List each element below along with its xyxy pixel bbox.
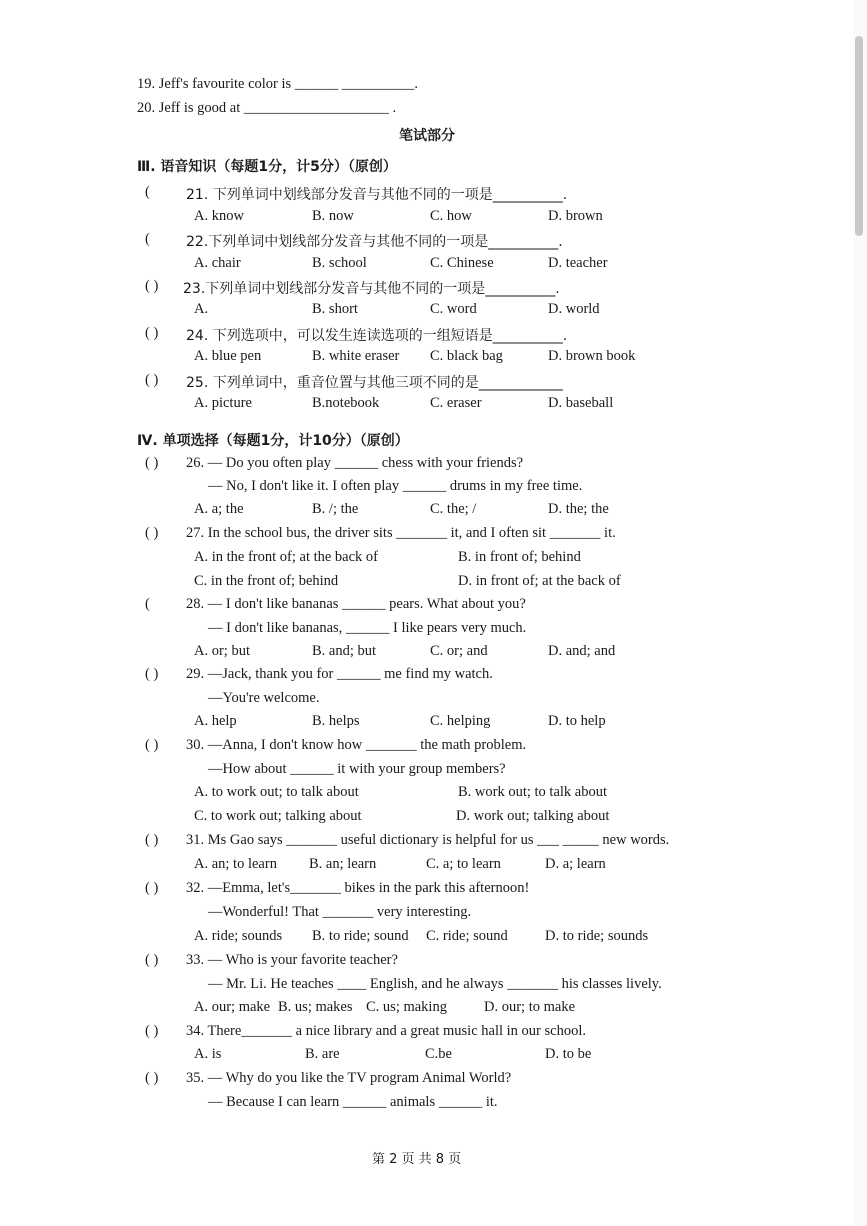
- option-b: B. helps: [312, 713, 360, 729]
- option-d: D. world: [548, 301, 600, 317]
- option-d: D. to help: [548, 713, 606, 729]
- question-line: — Mr. Li. He teaches ____ English, and he always _______ his classes lively.: [208, 976, 662, 992]
- option-d: D. the; the: [548, 501, 609, 517]
- question-stem: 24. 下列选项中，可以发生连读选项的一组短语是__________.: [186, 328, 568, 344]
- question-line: 35. — Why do you like the TV program Animal World?: [186, 1070, 512, 1086]
- question-line: —Wonderful! That _______ very interesting.: [208, 904, 472, 920]
- answer-paren: ( ): [145, 832, 159, 848]
- section-4-title: Ⅳ. 单项选择（每题1分，计10分）（原创）: [137, 433, 409, 449]
- option-c: C. eraser: [430, 395, 482, 411]
- option-d: D. work out; talking about: [456, 808, 610, 824]
- option-c: C. helping: [430, 713, 491, 729]
- answer-paren: (: [145, 596, 150, 612]
- option-a: A. to work out; to talk about: [194, 784, 359, 800]
- option-d: D. brown book: [548, 348, 636, 364]
- answer-paren: ( ): [145, 525, 159, 541]
- scrollbar-thumb[interactable]: [855, 36, 863, 236]
- option-c: C. how: [430, 208, 472, 224]
- question-stem: 22.下列单词中划线部分发音与其他不同的一项是__________.: [186, 234, 563, 250]
- option-a: A. or; but: [194, 643, 250, 659]
- answer-paren: ( ): [145, 952, 159, 968]
- option-c: C. a; to learn: [426, 856, 501, 872]
- question-line: — I don't like bananas, ______ I like pears very much.: [208, 620, 527, 636]
- option-a: A. a; the: [194, 501, 244, 517]
- vertical-scrollbar[interactable]: [853, 0, 867, 1226]
- option-a: A. an; to learn: [194, 856, 277, 872]
- question-stem: 21. 下列单词中划线部分发音与其他不同的一项是__________.: [186, 187, 568, 203]
- question-line: 27. In the school bus, the driver sits _______ it, and I often sit _______ it.: [186, 525, 616, 541]
- option-d: D. to be: [545, 1046, 592, 1062]
- question-line: 32. —Emma, let's_______ bikes in the park this afternoon!: [186, 880, 530, 896]
- question-stem: 23.下列单词中划线部分发音与其他不同的一项是__________.: [183, 281, 560, 297]
- option-c: C. ride; sound: [426, 928, 508, 944]
- answer-paren: (: [145, 184, 150, 200]
- question-line: 30. —Anna, I don't know how _______ the math problem.: [186, 737, 527, 753]
- option-b: B. us; makes: [278, 999, 353, 1015]
- answer-paren: ( ): [145, 1023, 159, 1039]
- question-line: —You're welcome.: [208, 690, 320, 706]
- option-a: A. is: [194, 1046, 222, 1062]
- answer-paren: ( ): [145, 372, 159, 388]
- option-a: A. ride; sounds: [194, 928, 283, 944]
- written-section-heading: 笔试部分: [399, 128, 455, 144]
- option-c: C. word: [430, 301, 477, 317]
- option-c: C. to work out; talking about: [194, 808, 362, 824]
- question-line: —How about ______ it with your group members?: [208, 761, 506, 777]
- answer-paren: ( ): [145, 278, 159, 294]
- question-line: 29. —Jack, thank you for ______ me find my watch.: [186, 666, 493, 682]
- option-c: C. black bag: [430, 348, 503, 364]
- question-line: — No, I don't like it. I often play ______ drums in my free time.: [208, 478, 583, 494]
- answer-paren: ( ): [145, 1070, 159, 1086]
- option-a: A. know: [194, 208, 244, 224]
- answer-paren: ( ): [145, 455, 159, 471]
- option-a: A. blue pen: [194, 348, 262, 364]
- option-b: B. short: [312, 301, 358, 317]
- answer-paren: ( ): [145, 880, 159, 896]
- option-a: A. chair: [194, 255, 241, 271]
- option-c: C. Chinese: [430, 255, 494, 271]
- question-stem: 25. 下列单词中，重音位置与其他三项不同的是____________: [186, 375, 563, 391]
- option-d: D. teacher: [548, 255, 608, 271]
- option-a: A. help: [194, 713, 237, 729]
- question-line: 31. Ms Gao says _______ useful dictionary is helpful for us ___ _____ new words.: [186, 832, 670, 848]
- option-c: C. us; making: [366, 999, 447, 1015]
- option-d: D. in front of; at the back of: [458, 573, 621, 589]
- option-d: D. our; to make: [484, 999, 576, 1015]
- option-b: B. /; the: [312, 501, 359, 517]
- answer-paren: ( ): [145, 737, 159, 753]
- option-d: D. baseball: [548, 395, 614, 411]
- option-b: B. to ride; sound: [312, 928, 409, 944]
- option-a: A. in the front of; at the back of: [194, 549, 379, 565]
- option-d: D. to ride; sounds: [545, 928, 649, 944]
- option-c: C.be: [425, 1046, 452, 1062]
- option-a: A. our; make: [194, 999, 271, 1015]
- option-d: D. a; learn: [545, 856, 606, 872]
- option-d: D. and; and: [548, 643, 616, 659]
- answer-paren: ( ): [145, 325, 159, 341]
- option-b: B. an; learn: [309, 856, 377, 872]
- question-line: 26. — Do you often play ______ chess with your friends?: [186, 455, 524, 471]
- option-b: B. work out; to talk about: [458, 784, 608, 800]
- question-line: 34. There_______ a nice library and a great music hall in our school.: [186, 1023, 586, 1039]
- answer-paren: (: [145, 231, 150, 247]
- option-d: D. brown: [548, 208, 603, 224]
- question-line: 28. — I don't like bananas ______ pears. What about you?: [186, 596, 526, 612]
- option-b: B. are: [305, 1046, 340, 1062]
- option-b: B.notebook: [312, 395, 380, 411]
- question-line: — Because I can learn ______ animals ______ it.: [208, 1094, 498, 1110]
- question-20: 20. Jeff is good at ____________________ .: [137, 100, 397, 116]
- option-a: A.: [194, 301, 209, 317]
- option-b: B. now: [312, 208, 354, 224]
- option-c: C. the; /: [430, 501, 477, 517]
- option-b: B. white eraser: [312, 348, 400, 364]
- option-b: B. school: [312, 255, 367, 271]
- option-c: C. in the front of; behind: [194, 573, 339, 589]
- question-19: 19. Jeff's favourite color is ______ __________.: [137, 76, 419, 92]
- option-c: C. or; and: [430, 643, 488, 659]
- answer-paren: ( ): [145, 666, 159, 682]
- section-3-title: Ⅲ. 语音知识（每题1分，计5分）（原创）: [137, 159, 397, 175]
- option-a: A. picture: [194, 395, 252, 411]
- option-b: B. in front of; behind: [458, 549, 581, 565]
- question-line: 33. — Who is your favorite teacher?: [186, 952, 398, 968]
- option-b: B. and; but: [312, 643, 377, 659]
- page-footer: 第 2 页 共 8 页: [372, 1152, 462, 1167]
